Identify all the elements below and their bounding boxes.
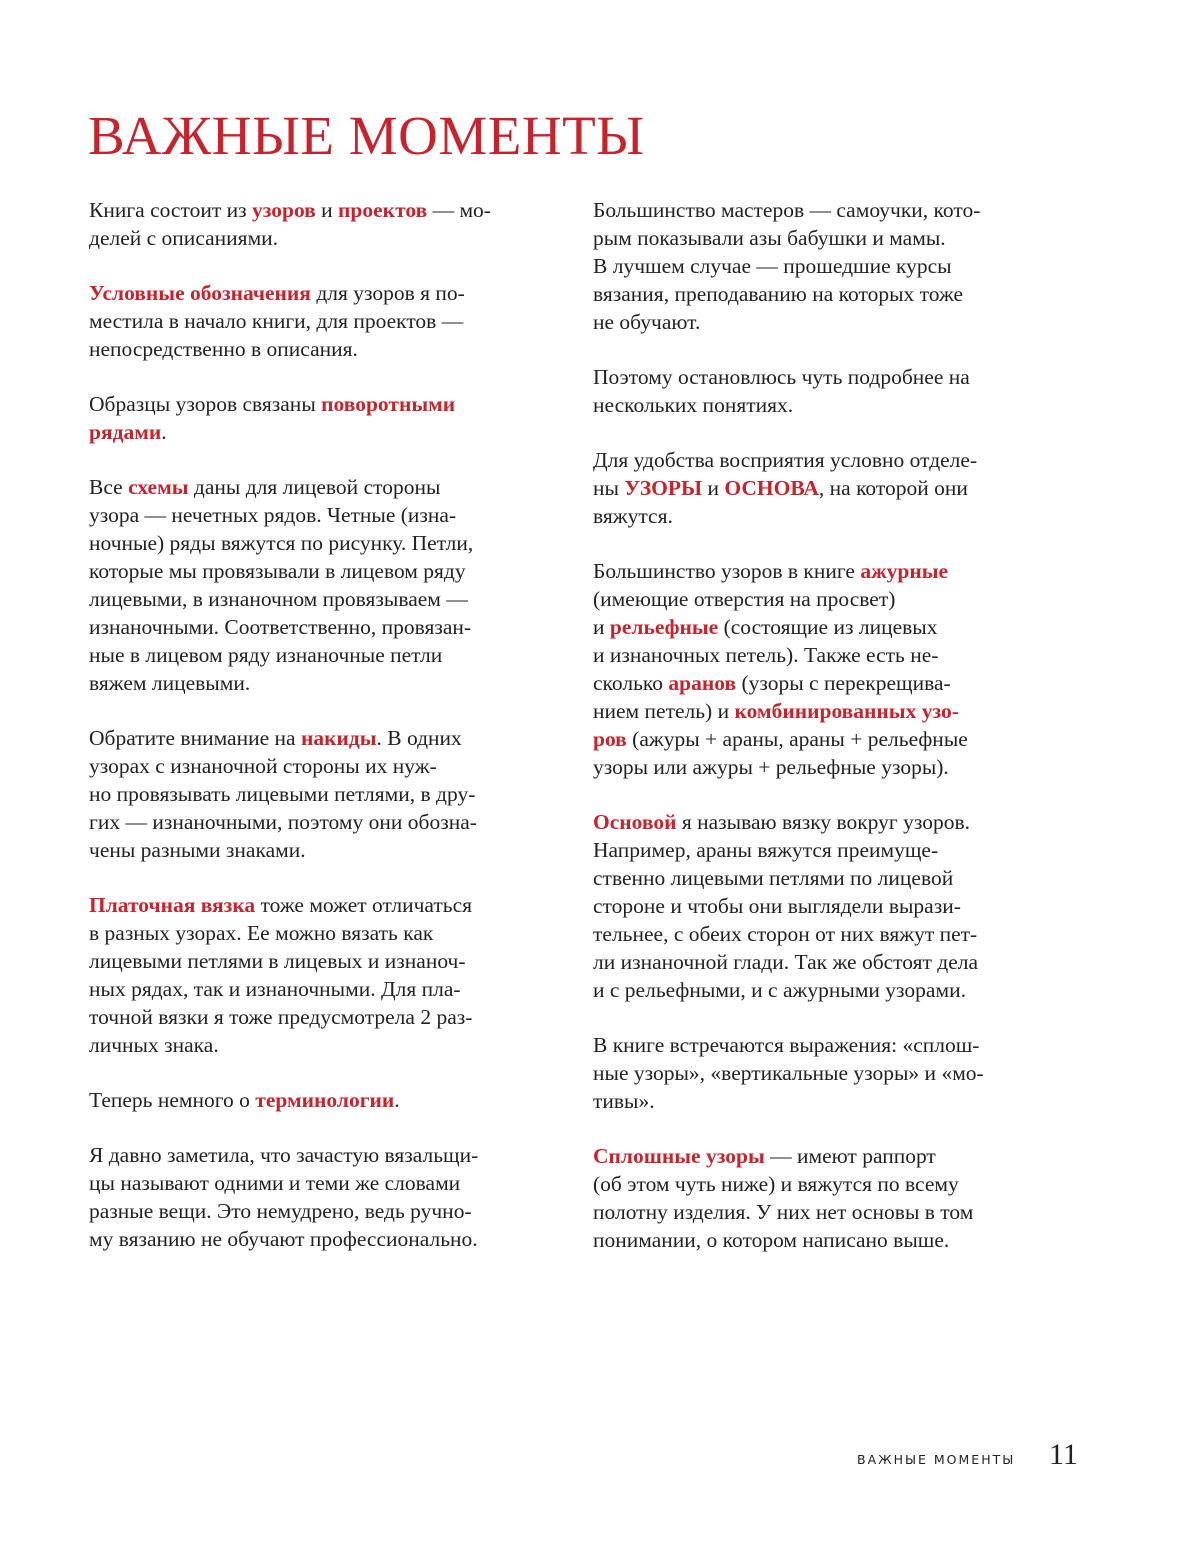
text-line: Сплошные узоры — имеют раппорт xyxy=(593,1144,936,1168)
highlight-term: схемы xyxy=(128,475,189,499)
text-line: Основой я называю вязку вокруг узоров. xyxy=(593,810,970,834)
text-line: рядами. xyxy=(89,420,167,444)
text-line: узоры или ажуры + рельефные узоры). xyxy=(593,755,949,779)
text-line: разные вещи. Это немудрено, ведь ручно- xyxy=(89,1199,472,1223)
text-line: личных знака. xyxy=(89,1033,219,1057)
text-line: которые мы провязывали в лицевом ряду xyxy=(89,559,466,583)
text-line: местила в начало книги, для проектов — xyxy=(89,309,464,333)
text-line: ных рядах, так и изнаночными. Для пла- xyxy=(89,977,461,1001)
text-line: изнаночными. Соответственно, провязан- xyxy=(89,615,472,639)
highlight-term: УЗОРЫ xyxy=(624,476,703,500)
text-line: точной вязки я тоже предусмотрела 2 раз- xyxy=(89,1005,473,1029)
text-line: Теперь немного о терминологии. xyxy=(89,1088,400,1112)
text-line: полотну изделия. У них нет основы в том xyxy=(593,1200,974,1224)
text-line: му вязанию не обучают профессионально. xyxy=(89,1227,478,1251)
text-line: В книге встречаются выражения: «сплош- xyxy=(593,1033,980,1057)
text-line: ные в лицевом ряду изнаночные петли xyxy=(89,643,443,667)
text-line: нием петель) и комбинированных узо- xyxy=(593,699,959,723)
running-footer-section: ВАЖНЫЕ МОМЕНТЫ xyxy=(857,1452,1016,1467)
text-line: и изнаночных петель). Также есть не- xyxy=(593,643,939,667)
paragraph-base-definition xyxy=(593,808,1063,1004)
text-line: Обратите внимание на накиды. В одних xyxy=(89,726,462,750)
highlight-term: ров xyxy=(593,727,627,751)
text-line: понимании, о котором написано выше. xyxy=(593,1228,950,1252)
paragraph-schemes xyxy=(89,473,559,697)
text-line: тельнее, с обеих сторон от них вяжут пет- xyxy=(593,922,978,946)
text-line: лицевыми, в изнаночном провязываем — xyxy=(89,587,468,611)
text-line: ственно лицевыми петлями по лицевой xyxy=(593,866,954,890)
text-line: (имеющие отверстия на просвет) xyxy=(593,587,896,611)
paragraph-terminology xyxy=(89,1086,559,1114)
text-line: Большинство мастеров — самоучки, кото- xyxy=(593,198,981,222)
text-line: (об этом чуть ниже) и вяжутся по всему xyxy=(593,1172,959,1196)
paragraph-symbols xyxy=(89,279,559,363)
text-line: Большинство узоров в книге ажурные xyxy=(593,559,949,583)
text-line: и с рельефными, и с ажурными узорами. xyxy=(593,978,966,1002)
text-line: непосредственно в описания. xyxy=(89,337,358,361)
highlight-term: рядами xyxy=(89,420,162,444)
text-line: вяжем лицевыми. xyxy=(89,671,251,695)
paragraph-knitters-terms xyxy=(89,1141,559,1253)
paragraph-yarn-overs xyxy=(89,724,559,864)
text-line: гих — изнаночными, поэтому они обозна- xyxy=(89,810,477,834)
text-line: Например, араны вяжутся преимуще- xyxy=(593,838,939,862)
paragraph-book-structure xyxy=(89,196,559,252)
text-line: чены разными знаками. xyxy=(89,838,306,862)
highlight-term: Основой xyxy=(593,810,677,834)
text-line: нескольких понятиях. xyxy=(593,393,794,417)
left-column xyxy=(89,196,559,1280)
text-line: лицевыми петлями в лицевых и изнаноч- xyxy=(89,949,466,973)
text-line: стороне и чтобы они выглядели вырази- xyxy=(593,894,961,918)
text-line: узора — нечетных рядов. Четные (изна- xyxy=(89,503,457,527)
text-line: вязания, преподаванию на которых тоже xyxy=(593,282,964,306)
text-line: но провязывать лицевыми петлями, в дру- xyxy=(89,782,476,806)
text-line: Книга состоит из узоров и проектов — мо- xyxy=(89,198,491,222)
page-number: 11 xyxy=(1049,1438,1078,1471)
highlight-term: ажурные xyxy=(860,559,949,583)
text-line: ные узоры», «вертикальные узоры» и «мо- xyxy=(593,1061,984,1085)
highlight-term: Сплошные узоры xyxy=(593,1144,765,1168)
highlight-term: рельефные xyxy=(609,615,719,639)
text-line: ны УЗОРЫ и ОСНОВА, на которой они xyxy=(593,476,968,500)
text-line: Платочная вязка тоже может отличаться xyxy=(89,893,473,917)
text-line: ров (ажуры + араны, араны + рельефные xyxy=(593,727,968,751)
text-line: рым показывали азы бабушки и мамы. xyxy=(593,226,946,250)
paragraph-pattern-types xyxy=(593,557,1063,781)
text-line: Все схемы даны для лицевой стороны xyxy=(89,475,441,499)
paragraph-patterns-base xyxy=(593,446,1063,530)
text-line: цы называют одними и теми же словами xyxy=(89,1171,461,1195)
paragraph-turning-rows xyxy=(89,390,559,446)
text-line: Условные обозначения для узоров я по- xyxy=(89,281,465,305)
text-line: делей с описаниями. xyxy=(89,226,279,250)
highlight-term: аранов xyxy=(668,671,737,695)
highlight-term: комбинированных узо- xyxy=(734,699,959,723)
text-line: Поэтому остановлюсь чуть подробнее на xyxy=(593,365,970,389)
paragraph-concepts xyxy=(593,363,1063,419)
paragraph-garter-stitch xyxy=(89,891,559,1059)
text-line: В лучшем случае — прошедшие курсы xyxy=(593,254,952,278)
highlight-term: Условные обозначения xyxy=(89,281,311,305)
text-line: ли изнаночной глади. Так же обстоят дела xyxy=(593,950,979,974)
paragraph-expressions xyxy=(593,1031,1063,1115)
text-line: Для удобства восприятия условно отделе- xyxy=(593,448,978,472)
text-line: тивы». xyxy=(593,1089,655,1113)
text-line: Образцы узоров связаны поворотными xyxy=(89,392,456,416)
paragraph-self-taught xyxy=(593,196,1063,336)
highlight-term: ОСНОВА xyxy=(724,476,819,500)
highlight-term: проектов xyxy=(338,198,428,222)
text-line: вяжутся. xyxy=(593,504,673,528)
right-column xyxy=(593,196,1063,1281)
highlight-term: терминологии xyxy=(255,1088,395,1112)
page-title: ВАЖНЫЕ МОМЕНТЫ xyxy=(88,105,645,166)
text-line: не обучают. xyxy=(593,310,701,334)
paragraph-allover-patterns xyxy=(593,1142,1063,1254)
text-line: Я давно заметила, что зачастую вязальщи- xyxy=(89,1143,479,1167)
text-line: сколько аранов (узоры с перекрещива- xyxy=(593,671,951,695)
highlight-term: поворотными xyxy=(321,392,456,416)
highlight-term: узоров xyxy=(251,198,316,222)
highlight-term: Платочная вязка xyxy=(89,893,256,917)
text-line: в разных узорах. Ее можно вязать как xyxy=(89,921,434,945)
text-line: узорах с изнаночной стороны их нуж- xyxy=(89,754,437,778)
text-line: ночные) ряды вяжутся по рисунку. Петли, xyxy=(89,531,474,555)
highlight-term: накиды xyxy=(300,726,377,750)
text-line: и рельефные (состоящие из лицевых xyxy=(593,615,938,639)
